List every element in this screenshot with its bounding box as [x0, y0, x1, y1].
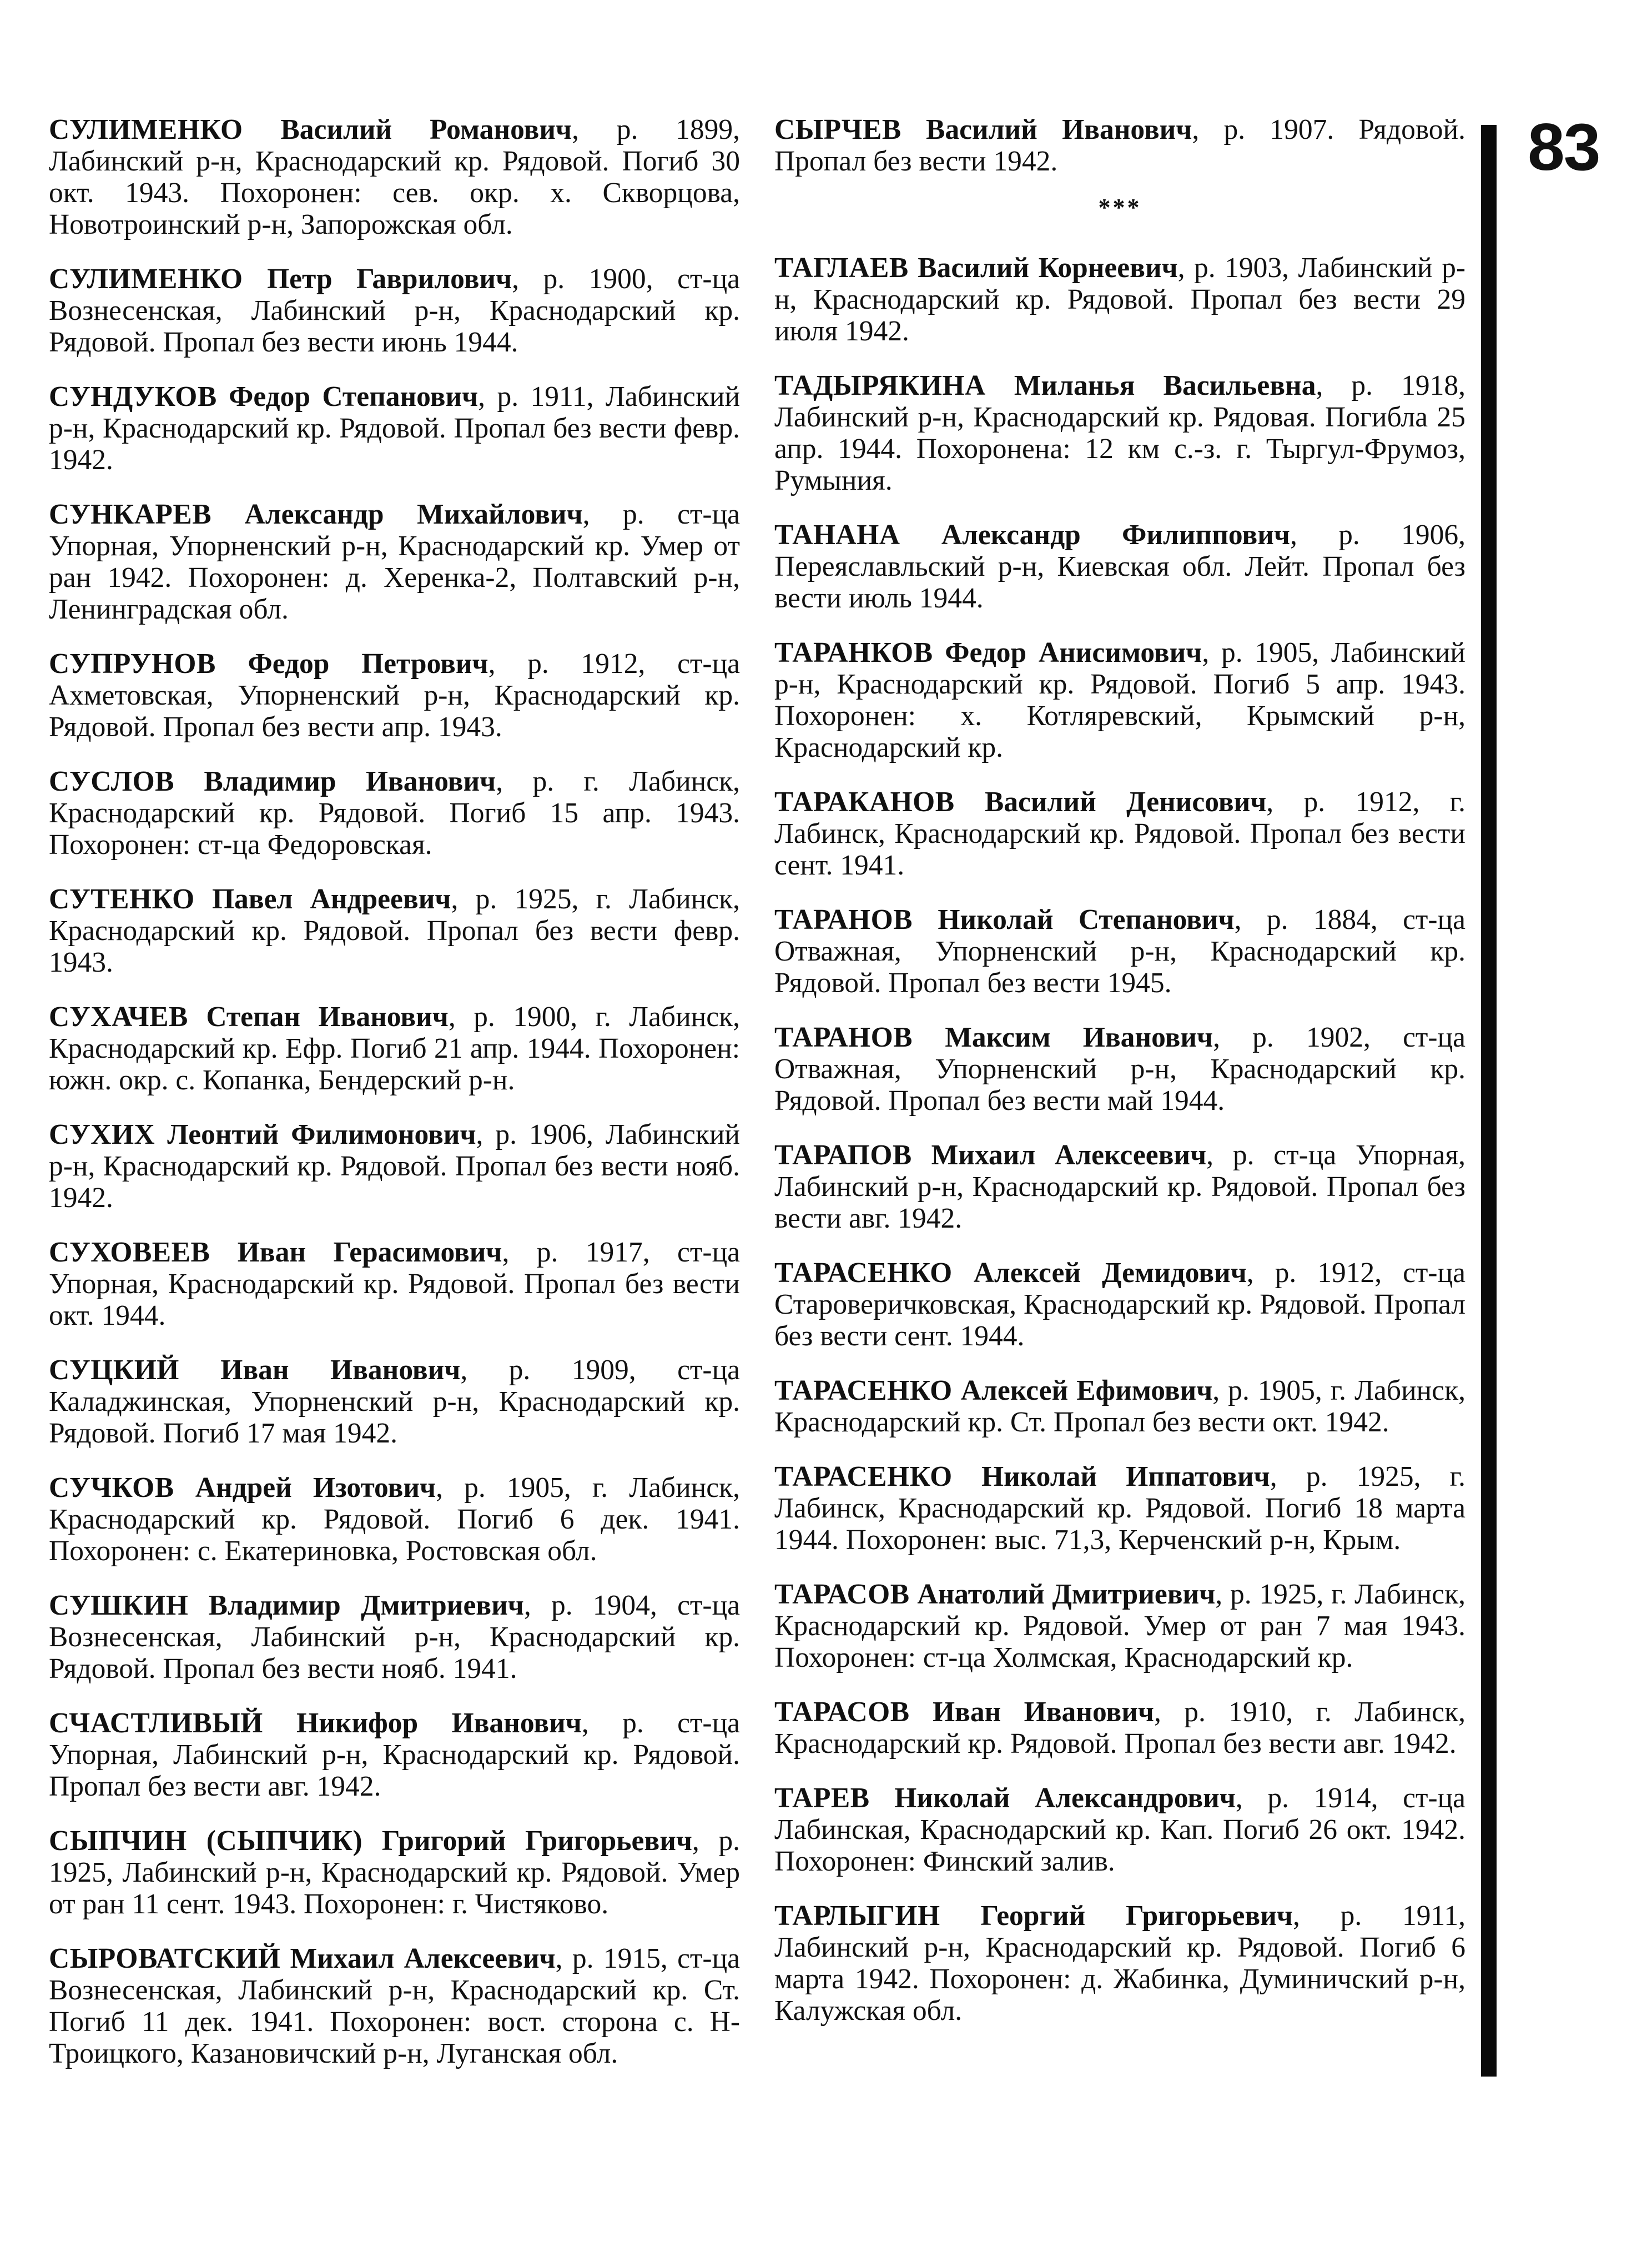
entry-surname: СУТЕНКО	[49, 883, 195, 915]
section-separator: ***	[1098, 194, 1142, 221]
entry-details: , р. 1907. Рядовой. Пропал без вести 1942.	[774, 114, 1465, 177]
entry-details: , р. 1904, ст-ца Вознесенская, Лабинский р-н, Краснодарский кр. Рядовой. Пропал без вести нояб. 1941.	[49, 1590, 741, 1685]
entry-surname: СУШКИН	[49, 1590, 189, 1621]
page-number: 83	[1528, 110, 1600, 184]
entry-given-name: Степан Иванович	[206, 1001, 449, 1033]
entry-details: , р. 1917, ст-ца Упорная, Краснодарский кр. Рядовой. Пропал без вести окт. 1944.	[49, 1236, 740, 1331]
entry-surname: СУХОВЕЕВ	[49, 1236, 210, 1268]
entry-details: , р. ст-ца Упорная, Лабинский р-н, Краснодарский кр. Рядовой. Пропал без вести авг. 1942.	[49, 1707, 740, 1802]
memorial-entry	[774, 1900, 1465, 2027]
entry-surname: ТАРАСЕНКО	[774, 1375, 953, 1406]
entry-surname: СЫРОВАТСКИЙ	[49, 1943, 281, 1974]
entry-details: , р. 1925, г. Лабинск, Краснодарский кр. Рядовой. Погиб 18 марта 1944. Похоронен: выс. 71,3, Керченский р-н, Крым.	[774, 1461, 1465, 1556]
entry-details: , р. 1909, ст-ца Каладжинская, Упорненский р-н, Краснодарский кр. Рядовой. Погиб 17 мая 1942.	[49, 1354, 740, 1449]
entry-details: , р. 1925, Лабинский р-н, Краснодарский кр. Рядовой. Умер от ран 11 сент. 1943. Похоронен: г. Чистяково.	[49, 1825, 740, 1920]
entry-given-name: Владимир Дмитриевич	[208, 1590, 524, 1621]
entry-surname: СУЧКОВ	[49, 1472, 174, 1504]
entry-surname: ТАНАНА	[774, 519, 900, 551]
entry-surname: СУХИХ	[49, 1119, 155, 1150]
entry-details: , р. 1918, Лабинский р-н, Краснодарский кр. Рядовая. Погибла 25 апр. 1944. Похоронена: 12 км с.-з. г. Тыргул-Фрумоз, Румыния.	[774, 370, 1466, 496]
entry-surname: СЧАСТЛИВЫЙ	[49, 1707, 263, 1739]
entry-given-name: Леонтий Филимонович	[167, 1119, 476, 1150]
entry-surname: СЫПЧИН (СЫПЧИК)	[49, 1825, 363, 1857]
memorial-entry	[774, 1579, 1465, 1673]
entry-details: , р. 1884, ст-ца Отважная, Упорненский р-н, Краснодарский кр. Рядовой. Пропал без вести 1945.	[774, 904, 1465, 999]
entry-surname: СУЛИМЕНКО	[49, 114, 243, 145]
entry-details: , р. 1925, г. Лабинск, Краснодарский кр. Рядовой. Умер от ран 7 мая 1943. Похоронен: ст-ца Холмская, Краснодарский кр.	[774, 1579, 1465, 1673]
entry-details: , р. 1912, ст-ца Староверичковская, Краснодарский кр. Рядовой. Пропал без вести сент. 1944.	[774, 1257, 1466, 1352]
memorial-entry	[774, 786, 1465, 881]
entry-given-name: Александр Михайлович	[244, 499, 583, 530]
entry-details: , р. ст-ца Упорная, Лабинский р-н, Краснодарский кр. Рядовой. Пропал без вести авг. 1942.	[774, 1139, 1466, 1234]
right-column-top	[774, 114, 1465, 177]
entry-surname: СЫРЧЕВ	[774, 114, 901, 145]
entry-details: , р. 1912, ст-ца Ахметовская, Упорненский р-н, Краснодарский кр. Рядовой. Пропал без вести апр. 1943.	[49, 648, 741, 743]
entry-surname: ТАРАКАНОВ	[774, 786, 955, 818]
memorial-entry	[49, 766, 740, 861]
memorial-entry	[49, 1236, 740, 1331]
entry-details: , р. 1911, Лабинский р-н, Краснодарский кр. Рядовой. Пропал без вести февр. 1942.	[49, 381, 741, 476]
entry-given-name: Григорий Григорьевич	[381, 1825, 692, 1857]
entry-given-name: Николай Александрович	[894, 1782, 1236, 1814]
entry-given-name: Петр Гаврилович	[267, 263, 512, 295]
entry-given-name: Федор Анисимович	[945, 637, 1202, 668]
memorial-entry	[774, 1139, 1465, 1234]
entry-given-name: Павел Андреевич	[211, 883, 451, 915]
entry-surname: СУЛИМЕНКО	[49, 263, 243, 295]
entry-details: , р. 1900, ст-ца Вознесенская, Лабинский р-н, Краснодарский кр. Рядовой. Пропал без вести июнь 1944.	[49, 263, 741, 358]
entry-surname: СУСЛОВ	[49, 766, 174, 797]
entry-given-name: Михаил Алексеевич	[290, 1943, 556, 1974]
entry-details: , р. 1925, г. Лабинск, Краснодарский кр. Рядовой. Пропал без вести февр. 1943.	[49, 883, 740, 978]
entry-surname: ТАРАСОВ	[774, 1696, 910, 1728]
entry-details: , р. 1903, Лабинский р-н, Краснодарский кр. Рядовой. Пропал без вести 29 июля 1942.	[774, 252, 1465, 347]
memorial-entry	[49, 114, 740, 240]
entry-surname: СУНДУКОВ	[49, 381, 217, 413]
entry-given-name: Алексей Демидович	[973, 1257, 1247, 1289]
memorial-entry	[49, 1001, 740, 1096]
right-column-entries	[774, 252, 1465, 2027]
entry-details: , р. 1911, Лабинский р-н, Краснодарский кр. Рядовой. Погиб 6 марта 1942. Похоронен: д. Жабинка, Думиничский р-н, Калужская обл.	[774, 1900, 1466, 2027]
entry-details: , р. 1906, Лабинский р-н, Краснодарский кр. Рядовой. Пропал без вести нояб. 1942.	[49, 1119, 740, 1214]
memorial-entry	[49, 1825, 740, 1920]
entry-given-name: Александр Филиппович	[941, 519, 1290, 551]
entry-surname: СУПРУНОВ	[49, 648, 216, 680]
entry-details: , р. 1905, г. Лабинск, Краснодарский кр. Ст. Пропал без вести окт. 1942.	[774, 1375, 1465, 1438]
entry-given-name: Михаил Алексеевич	[931, 1139, 1207, 1171]
entry-given-name: Василий Денисович	[984, 786, 1267, 818]
entry-surname: ТАРАСОВ	[774, 1579, 910, 1610]
entry-given-name: Николай Степанович	[938, 904, 1235, 936]
entry-surname: ТАГЛАЕВ	[774, 252, 909, 284]
entry-surname: СУНКАРЕВ	[49, 499, 212, 530]
entry-details: , р. 1906, Переяславльский р-н, Киевская обл. Лейт. Пропал без вести июль 1944.	[774, 519, 1465, 614]
entry-given-name: Иван Герасимович	[237, 1236, 502, 1268]
entry-details: , р. 1900, г. Лабинск, Краснодарский кр. Ефр. Погиб 21 апр. 1944. Похоронен: южн. окр. с. Копанка, Бендерский р-н.	[49, 1001, 740, 1096]
entry-details: , р. 1905, г. Лабинск, Краснодарский кр. Рядовой. Погиб 6 дек. 1941. Похоронен: с. Екатериновка, Ростовская обл.	[49, 1472, 740, 1567]
memorial-entry	[774, 519, 1465, 614]
memorial-entry	[774, 1696, 1465, 1760]
left-column	[49, 114, 740, 2092]
entry-given-name: Василий Корнеевич	[918, 252, 1178, 284]
entry-surname: ТАРАСЕНКО	[774, 1257, 953, 1289]
memorial-entry	[774, 1257, 1465, 1352]
entry-given-name: Георгий Григорьевич	[980, 1900, 1293, 1932]
entry-surname: ТАРАСЕНКО	[774, 1461, 953, 1492]
entry-details: , р. 1905, Лабинский р-н, Краснодарский кр. Рядовой. Погиб 5 апр. 1943. Похоронен: х. Котляревский, Крымский р-н, Краснодарский кр.	[774, 637, 1465, 763]
entry-details: , р. 1899, Лабинский р-н, Краснодарский кр. Рядовой. Погиб 30 окт. 1943. Похоронен: сев. окр. х. Скворцова, Новотроинский р-н, Запорожская обл.	[49, 114, 740, 240]
entry-surname: СУХАЧЕВ	[49, 1001, 188, 1033]
entry-surname: СУЦКИЙ	[49, 1354, 179, 1386]
memorial-entry	[49, 499, 740, 625]
memorial-entry	[49, 883, 740, 978]
memorial-entry	[49, 1590, 740, 1685]
memorial-entry	[774, 1375, 1465, 1438]
memorial-entry	[49, 263, 740, 358]
entry-given-name: Федор Степанович	[229, 381, 479, 413]
entry-given-name: Федор Петрович	[248, 648, 488, 680]
memorial-entry	[774, 1782, 1465, 1877]
entry-surname: ТАРЕВ	[774, 1782, 870, 1814]
memorial-entry	[774, 637, 1465, 763]
memorial-entry	[49, 1707, 740, 1802]
entry-surname: ТАРАПОВ	[774, 1139, 912, 1171]
memorial-entry	[774, 1022, 1465, 1117]
memorial-entry	[774, 1461, 1465, 1556]
entry-given-name: Максим Иванович	[945, 1022, 1213, 1053]
entry-surname: ТАРАНОВ	[774, 904, 913, 936]
memorial-entry	[49, 381, 740, 476]
memorial-entry	[49, 1119, 740, 1214]
entry-details: , р. ст-ца Упорная, Упорненский р-н, Краснодарский кр. Умер от ран 1942. Похоронен: д. Херенка-2, Полтавский р-н, Ленинградская обл.	[49, 499, 741, 625]
entry-details: , р. г. Лабинск, Краснодарский кр. Рядовой. Погиб 15 апр. 1943. Похоронен: ст-ца Федоровская.	[49, 766, 740, 861]
entry-given-name: Иван Иванович	[220, 1354, 461, 1386]
entry-given-name: Владимир Иванович	[204, 766, 496, 797]
entry-given-name: Николай Иппатович	[981, 1461, 1270, 1492]
entry-given-name: Миланья Васильевна	[1014, 370, 1316, 401]
memorial-entry	[49, 1472, 740, 1567]
entry-details: , р. 1910, г. Лабинск, Краснодарский кр. Рядовой. Пропал без вести авг. 1942.	[774, 1696, 1465, 1760]
entry-surname: ТАРЛЫГИН	[774, 1900, 940, 1932]
entry-given-name: Никифор Иванович	[296, 1707, 582, 1739]
memorial-entry	[49, 1943, 740, 2069]
entry-details: , р. 1915, ст-ца Вознесенская, Лабинский р-н, Краснодарский кр. Ст. Погиб 11 дек. 1941. Похоронен: вост. сторона с. Н-Троицкого, Казановичский р-н, Луганская обл.	[49, 1943, 741, 2069]
memorial-entry	[774, 370, 1465, 496]
entry-given-name: Андрей Изотович	[195, 1472, 436, 1504]
entry-given-name: Алексей Ефимович	[960, 1375, 1213, 1406]
entry-surname: ТАДЫРЯКИНА	[774, 370, 986, 401]
page-edge-bar	[1481, 125, 1497, 2077]
memorial-entry	[49, 1354, 740, 1449]
entry-details: , р. 1912, г. Лабинск, Краснодарский кр. Рядовой. Пропал без вести сент. 1941.	[774, 786, 1465, 881]
memorial-entry	[49, 648, 740, 743]
memorial-entry	[774, 114, 1465, 177]
memorial-entry	[774, 252, 1465, 347]
entry-given-name: Анатолий Дмитриевич	[917, 1579, 1216, 1610]
entry-surname: ТАРАНКОВ	[774, 637, 933, 668]
entry-details: , р. 1914, ст-ца Лабинская, Краснодарский кр. Кап. Погиб 26 окт. 1942. Похоронен: Финский залив.	[774, 1782, 1466, 1877]
entry-given-name: Иван Иванович	[932, 1696, 1154, 1728]
entry-given-name: Василий Иванович	[925, 114, 1192, 145]
entry-details: , р. 1902, ст-ца Отважная, Упорненский р-н, Краснодарский кр. Рядовой. Пропал без вести май 1944.	[774, 1022, 1465, 1117]
right-column	[774, 114, 1465, 2049]
entry-given-name: Василий Романович	[280, 114, 572, 145]
entry-surname: ТАРАНОВ	[774, 1022, 913, 1053]
memorial-entry	[774, 904, 1465, 999]
